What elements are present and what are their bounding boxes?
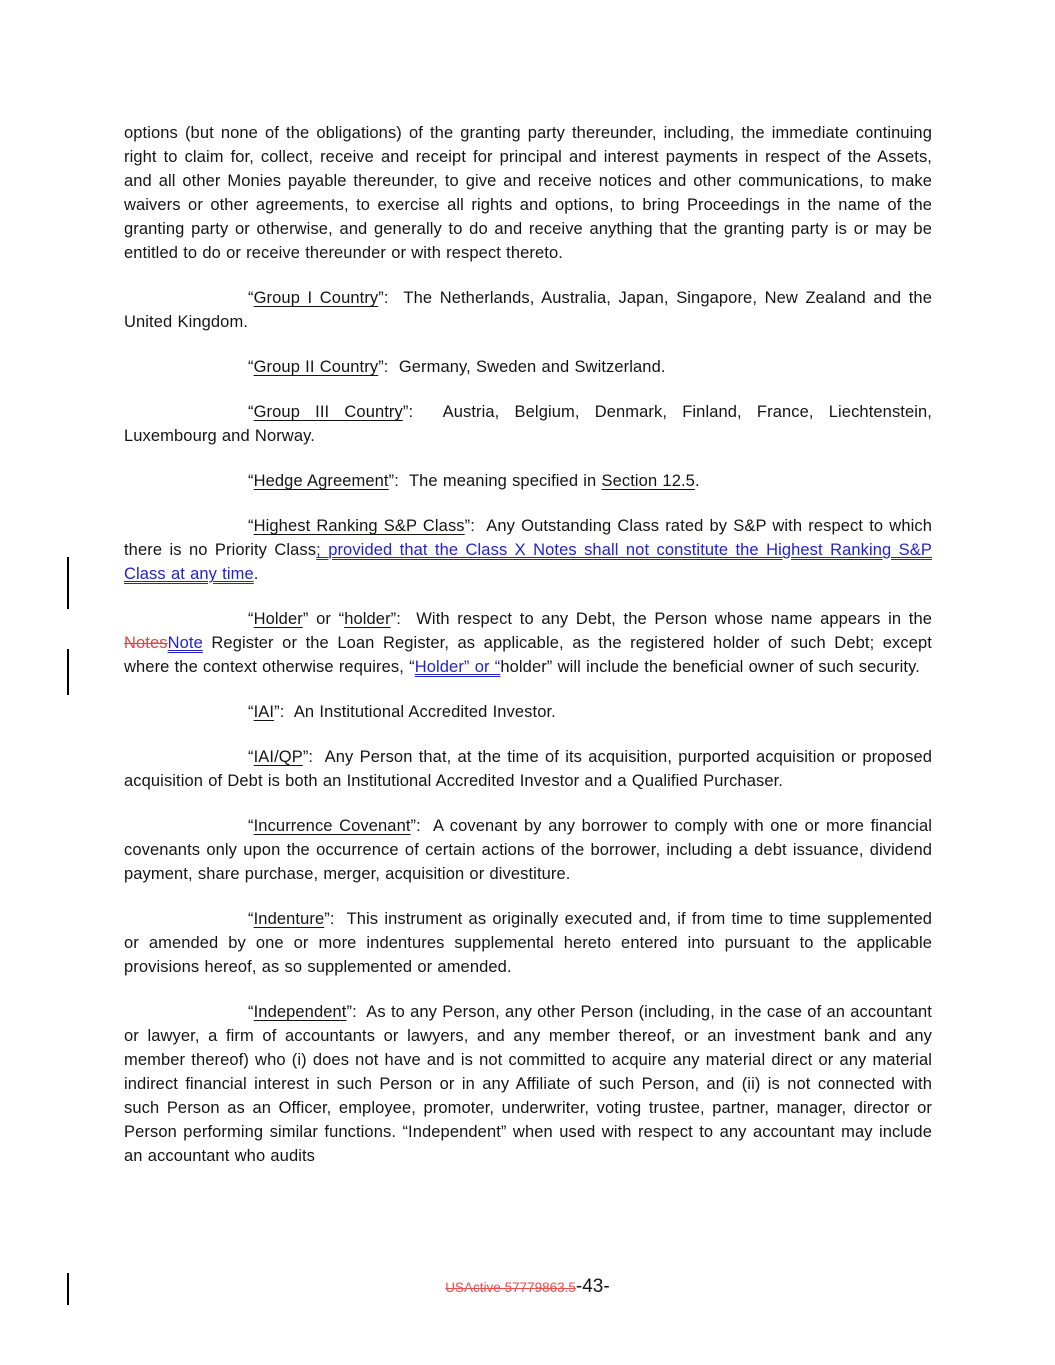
inserted-text: ; provided that the Class X Notes shall not constitute the Highest Ranking S&P Class at any time bbox=[124, 541, 932, 583]
definition-hedge-agreement: “Hedge Agreement”: The meaning specified in Section 12.5. bbox=[248, 472, 700, 490]
deleted-text: Notes bbox=[124, 634, 168, 652]
defined-term: Indenture bbox=[253, 910, 325, 928]
definition-group-iii-country: “Group III Country”: Austria, Belgium, Denmark, Finland, France, Liechtenstein, Luxembourg and Norway. bbox=[124, 403, 932, 445]
inserted-text: Note bbox=[167, 634, 203, 652]
defined-term: Section 12.5 bbox=[601, 472, 695, 490]
defined-term: Independent bbox=[253, 1003, 347, 1021]
document-body bbox=[124, 121, 932, 1189]
definition-group-ii-country: “Group II Country”: Germany, Sweden and Switzerland. bbox=[248, 358, 666, 376]
change-bar bbox=[67, 557, 69, 609]
definition-highest-ranking-sp-class: “Highest Ranking S&P Class”: Any Outstanding Class rated by S&P with respect to which there is no Priority Class; provided that the Class X Notes shall not constitute the Highest Ranking S&P Class at any time. bbox=[124, 517, 932, 583]
doc-id-stamp: USActive 57779863.5 bbox=[445, 1280, 576, 1295]
definition-independent: “Independent”: As to any Person, any other Person (including, in the case of an accountant or lawyer, a firm of accountants or lawyers, and any member thereof, or an investment bank and any member thereof) who (i) does not have and is not committed to acquire any material direct or any material indirect financial interest in such Person or in any Affiliate of such Person, and (ii) is not connected with such Person as an Officer, employee, promoter, underwriter, voting trustee, partner, manager, director or Person performing similar functions. “Independent” when used with respect to any accountant may include an accountant who audits bbox=[124, 1003, 932, 1165]
definition-iai-qp: “IAI/QP”: Any Person that, at the time of its acquisition, purported acquisition or proposed acquisition of Debt is both an Institutional Accredited Investor and a Qualified Purchaser. bbox=[124, 748, 932, 790]
defined-term: Group III Country bbox=[253, 403, 403, 421]
change-bar bbox=[67, 649, 69, 695]
defined-term: IAI bbox=[253, 703, 275, 721]
defined-term: Holder bbox=[253, 610, 303, 628]
defined-term: holder bbox=[344, 610, 391, 628]
defined-term: Highest Ranking S&P Class bbox=[253, 517, 465, 535]
continuation-paragraph: options (but none of the obligations) of the granting party thereunder, including, the immediate continuing right to claim for, collect, receive and receipt for principal and interest payments in respect of the Assets, and all other Monies payable thereunder, to give and receive notices and other communications, to make waivers or other agreements, to exercise all rights and options, to bring Proceedings in the name of the granting party or otherwise, and generally to do and receive anything that the granting party is or may be entitled to do or receive thereunder or with respect thereto. bbox=[124, 124, 932, 262]
defined-term: Incurrence Covenant bbox=[253, 817, 411, 835]
definition-indenture: “Indenture”: This instrument as originally executed and, if from time to time supplemented or amended by one or more indentures supplemental hereto entered into pursuant to the applicable provisions hereof, as so supplemented or amended. bbox=[124, 910, 932, 976]
defined-term: Group I Country bbox=[253, 289, 379, 307]
page-number: -43- bbox=[575, 1276, 610, 1297]
definition-iai: “IAI”: An Institutional Accredited Investor. bbox=[248, 703, 556, 721]
defined-term: Group II Country bbox=[253, 358, 379, 376]
definition-group-i-country: “Group I Country”: The Netherlands, Australia, Japan, Singapore, New Zealand and the United Kingdom. bbox=[124, 289, 932, 331]
page-footer bbox=[0, 1276, 1055, 1298]
definition-incurrence-covenant: “Incurrence Covenant”: A covenant by any borrower to comply with one or more financial covenants only upon the occurrence of certain actions of the borrower, including a debt issuance, dividend payment, share purchase, merger, acquisition or divestiture. bbox=[124, 817, 933, 883]
inserted-text: Holder” or “ bbox=[414, 658, 501, 676]
defined-term: IAI/QP bbox=[253, 748, 303, 766]
definition-holder: “Holder” or “holder”: With respect to any Debt, the Person whose name appears in the NotesNote Register or the Loan Register, as applicable, as the registered holder of such Debt; except where the context otherwise requires, “Holder” or “holder” will include the beneficial owner of such security. bbox=[124, 610, 933, 676]
defined-term: Hedge Agreement bbox=[253, 472, 389, 490]
